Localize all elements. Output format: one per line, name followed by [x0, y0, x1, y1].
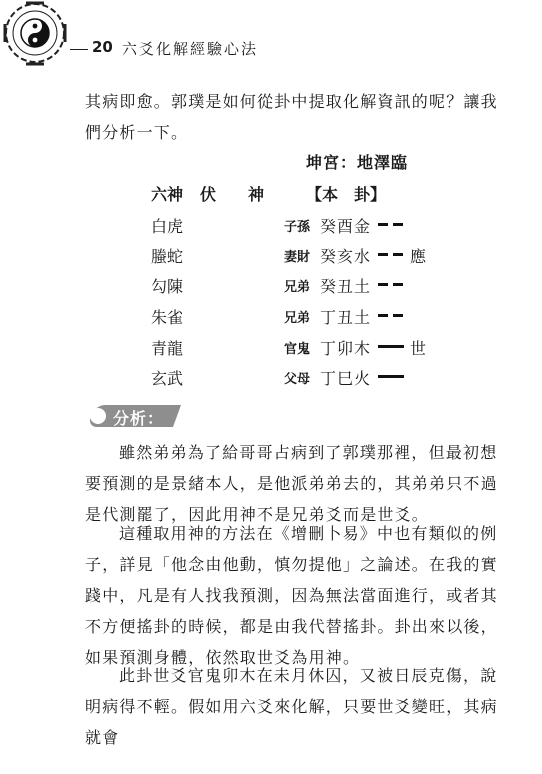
page-header	[0, 0, 542, 80]
stem-branch: 癸丑土	[320, 277, 372, 296]
analysis-paragraph-1: 雖然弟弟為了給哥哥占病到了郭璞那裡，但最初想要預測的是景緒本人，是他派弟弟去的，其弟弟只不過是代測罷了，因此用神不是兄弟爻而是世爻。	[85, 443, 498, 524]
intro-paragraph: 其病即愈。郭璞是如何從卦中提取化解資訊的呢？讓我們分析一下。	[85, 92, 498, 142]
analysis-heading	[87, 405, 179, 427]
six-god: 螣蛇	[151, 247, 184, 266]
yang-line-icon	[378, 375, 404, 379]
six-god: 白虎	[151, 217, 184, 236]
running-title: 六爻化解經驗心法	[122, 40, 259, 58]
hexagram-line	[0, 336, 542, 366]
six-god: 勾陳	[151, 277, 184, 296]
six-relation: 妻財	[284, 250, 311, 265]
yang-line-icon	[378, 345, 404, 349]
hexagram-line	[0, 305, 542, 335]
hexagram-line	[0, 274, 542, 304]
hexagram-line	[0, 366, 542, 396]
header-main-hexagram: 【本 卦】	[306, 185, 387, 204]
yin-line-icon	[378, 223, 404, 227]
six-god: 玄武	[151, 369, 184, 388]
six-god: 朱雀	[151, 308, 184, 327]
analysis-label: 分析：	[113, 409, 165, 428]
stem-branch: 癸酉金	[320, 217, 372, 236]
circle-bullet-icon	[90, 408, 106, 424]
header-six-gods: 六神	[151, 185, 184, 204]
header-god: 神	[248, 185, 265, 204]
six-relation: 子孫	[284, 220, 311, 235]
bagua-yin-yang-icon	[2, 0, 68, 70]
hexagram-line	[0, 214, 542, 244]
analysis-paragraph-3: 此卦世爻官鬼卯木在未月休囚，又被日辰克傷，說明病得不輕。假如用六爻來化解，只要世爻變旺，其病就會	[85, 666, 498, 747]
stem-branch: 丁丑土	[320, 308, 372, 327]
six-relation: 官鬼	[284, 342, 311, 357]
line-mark: 世	[410, 339, 427, 358]
header-hidden: 伏	[200, 185, 217, 204]
stem-branch: 丁卯木	[320, 339, 372, 358]
six-relation: 兄弟	[284, 280, 311, 295]
six-god: 青龍	[151, 339, 184, 358]
line-mark: 應	[410, 247, 427, 266]
stem-branch: 癸亥水	[320, 247, 372, 266]
page-number: 20	[92, 38, 113, 56]
yin-line-icon	[378, 283, 404, 287]
stem-branch: 丁巳火	[320, 369, 372, 388]
analysis-paragraph-2: 這種取用神的方法在《增刪卜易》中也有類似的例子，詳見「他念由他動，慎勿提他」之論述。在我的實踐中，凡是有人找我預測，因為無法當面進行，或者其不方便搖卦的時候，都是由我代替搖卦。卦出來以後，如果預測身體，依然取世爻為用神。	[85, 524, 498, 667]
palace-title: 坤宮：地澤臨	[306, 153, 409, 172]
hexagram-line	[0, 244, 542, 274]
six-relation: 兄弟	[284, 311, 311, 326]
yin-line-icon	[378, 253, 404, 257]
yin-line-icon	[378, 314, 404, 318]
six-relation: 父母	[284, 372, 311, 387]
header-rule	[70, 49, 88, 50]
